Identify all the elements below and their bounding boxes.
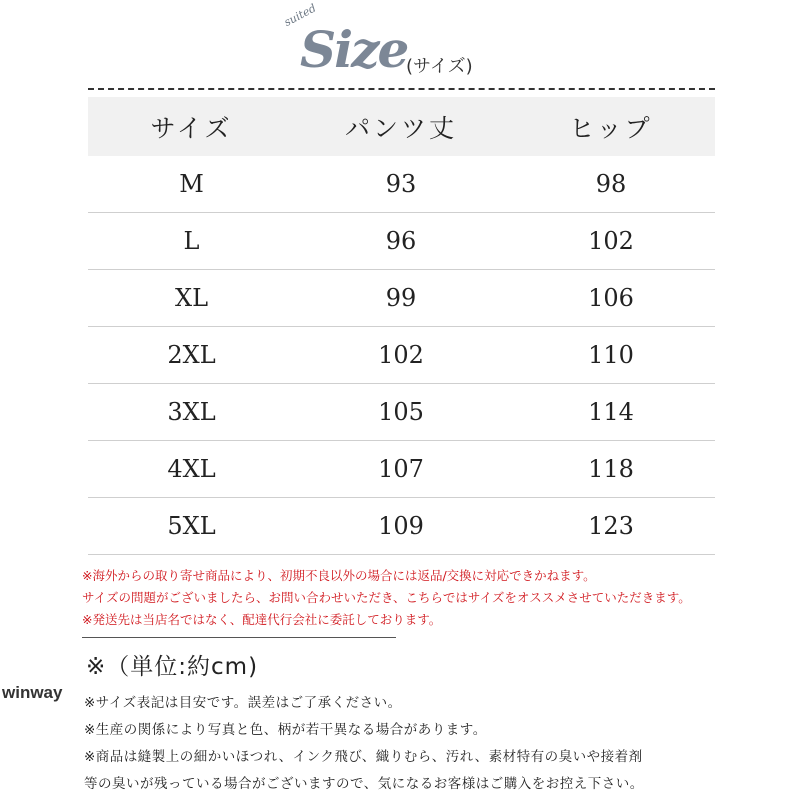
store-watermark: winway — [2, 683, 63, 702]
logo-word: Size — [300, 20, 408, 79]
table-row — [88, 269, 715, 326]
cell-size: 5XL — [167, 512, 216, 540]
table-row — [88, 156, 715, 212]
cell-hip: 98 — [595, 170, 627, 198]
disclaimer-block — [84, 690, 784, 798]
notice-underline — [82, 637, 396, 638]
header-size: サイズ — [150, 113, 233, 143]
table-header-row — [88, 97, 715, 156]
size-logo — [281, 1, 522, 84]
disclaimer-line: ※サイズ表記は目安です。誤差はご了承ください。 — [84, 695, 402, 711]
cell-hip: 114 — [588, 398, 634, 426]
cell-pants-length: 99 — [385, 284, 417, 312]
cell-pants-length: 96 — [385, 227, 417, 255]
cell-size: 2XL — [167, 341, 216, 369]
cell-hip: 106 — [588, 284, 634, 312]
dashed-divider — [88, 88, 715, 90]
logo-badge-script: suited — [281, 1, 319, 30]
cell-hip: 110 — [588, 341, 634, 369]
notice-line: サイズの問題がございましたら、お問い合わせいただき、こちらではサイズをオススメさせていただきます。 — [82, 590, 691, 605]
table-row — [88, 326, 715, 383]
table-body — [88, 156, 715, 562]
disclaimer-line: 等の臭いが残っている場合がございますので、気になるお客様はご購入をお控え下さい。 — [84, 776, 644, 792]
cell-size: 3XL — [167, 398, 216, 426]
logo-subtitle: (サイズ) — [406, 56, 473, 77]
cell-pants-length: 109 — [378, 512, 424, 540]
table-row — [88, 497, 715, 555]
table-row — [88, 212, 715, 269]
cell-pants-length: 105 — [378, 398, 424, 426]
cell-hip: 123 — [588, 512, 634, 540]
table-row — [88, 440, 715, 497]
header-pants-length: パンツ丈 — [344, 113, 457, 143]
disclaimer-line: ※商品は縫製上の細かいほつれ、インク飛び、織りむら、汚れ、素材特有の臭いや接着剤 — [84, 749, 643, 765]
disclaimer-line: ※生産の関係により写真と色、柄が若干異なる場合があります。 — [84, 722, 487, 738]
header-hip: ヒップ — [569, 113, 653, 143]
cell-pants-length: 102 — [378, 341, 424, 369]
cell-size: L — [183, 227, 200, 255]
notice-line: ※海外からの取り寄せ商品により、初期不良以外の場合には返品/交換に対応できかねます。 — [82, 568, 596, 583]
cell-size: XL — [174, 284, 209, 312]
notice-line: ※発送先は当店名ではなく、配達代行会社に委託しております。 — [82, 612, 442, 627]
cell-hip: 118 — [588, 455, 634, 483]
cell-hip: 102 — [588, 227, 634, 255]
cell-size: M — [179, 170, 204, 198]
unit-note: ※（単位:約cm) — [86, 654, 259, 680]
cell-pants-length: 107 — [378, 455, 424, 483]
size-table — [88, 97, 715, 562]
cell-size: 4XL — [167, 455, 216, 483]
red-notice-block — [82, 565, 722, 631]
table-row — [88, 383, 715, 440]
cell-pants-length: 93 — [385, 170, 417, 198]
